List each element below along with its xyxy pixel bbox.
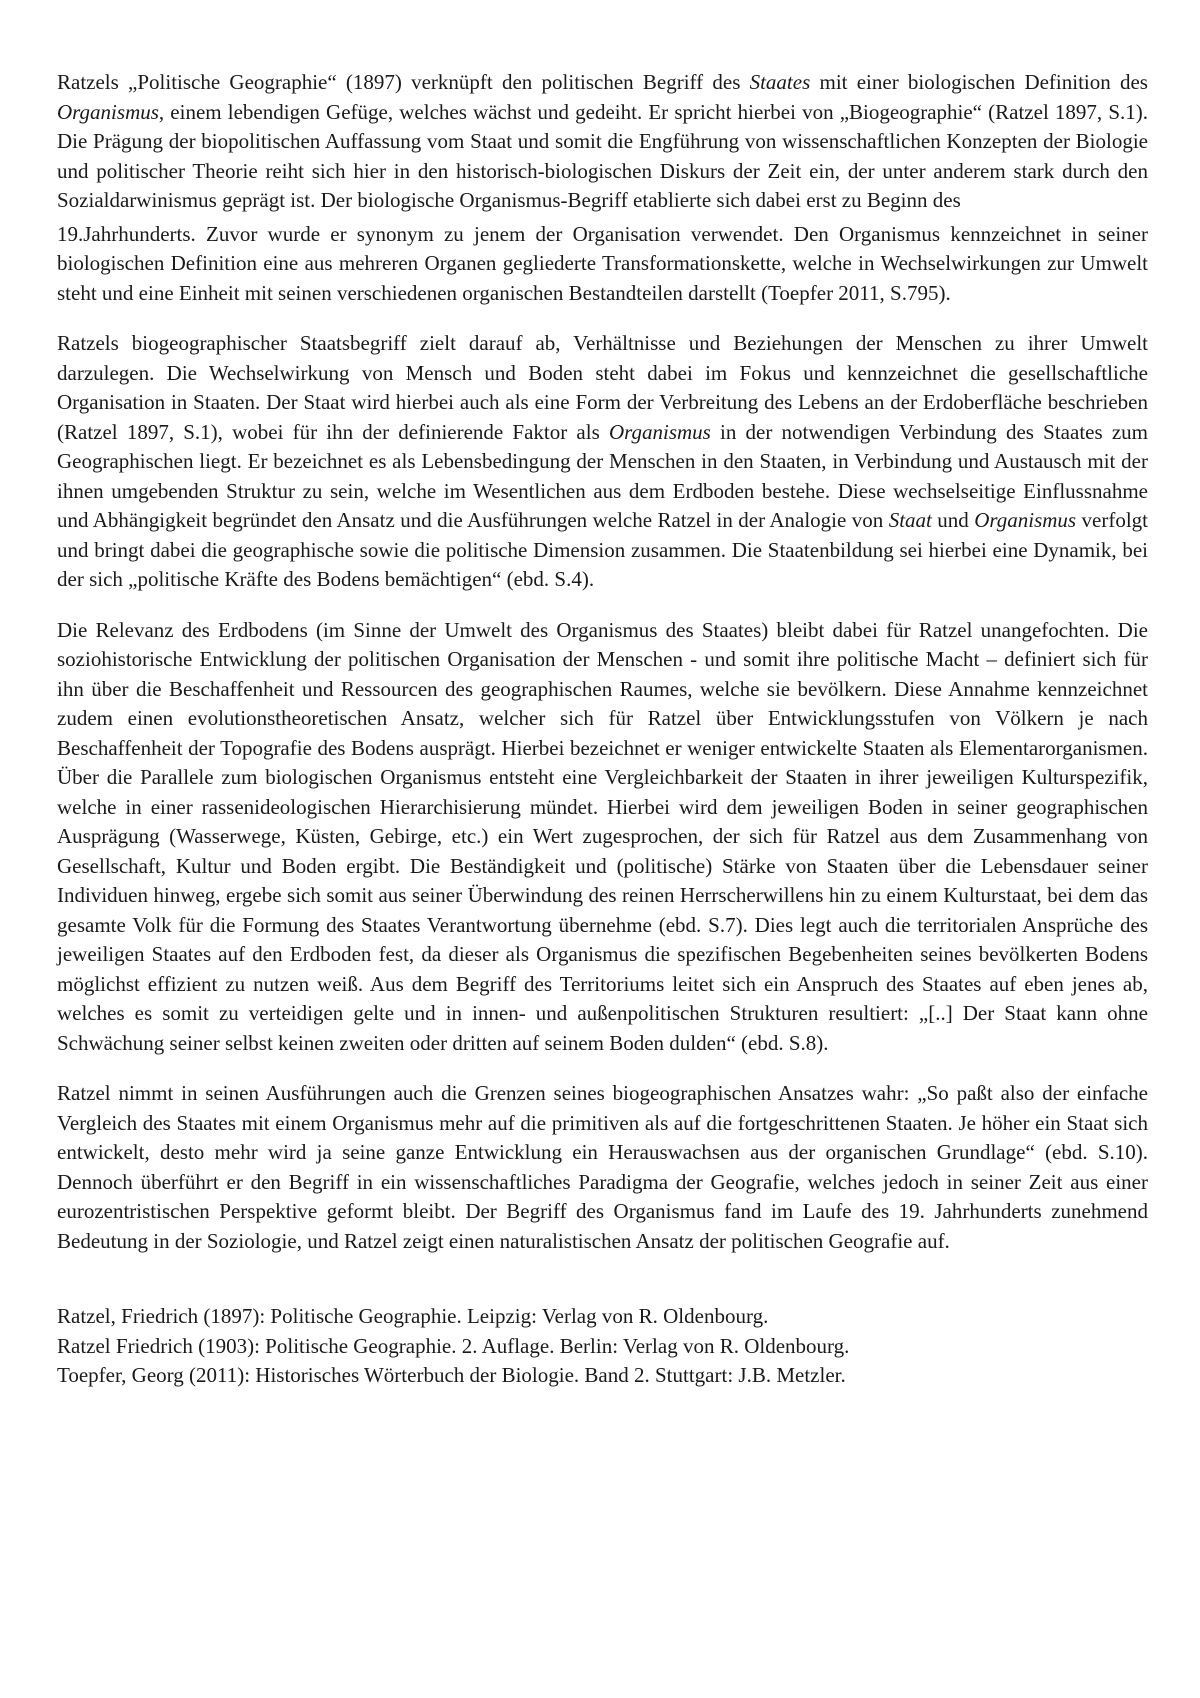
reference-item: Ratzel Friedrich (1903): Politische Geographie. 2. Auflage. Berlin: Verlag von R. Oldenbourg. <box>57 1333 850 1358</box>
reference-item: Ratzel, Friedrich (1897): Politische Geographie. Leipzig: Verlag von R. Oldenbourg. <box>57 1304 769 1328</box>
paragraph-2-text-g: verfolgt und bringt dabei die geographische sowie die politische Dimension zusammen. Die Staatenbildung sei hierbei eine Dynamik, bei der sich „politische Kräfte des Bodens bemächtigen“ (ebd. S.4). <box>57 508 1149 591</box>
paragraph-2-emphasis-organismus: Organismus <box>608 419 711 444</box>
paragraph-1-text-c: mit einer biologischen Definition des <box>810 70 1148 94</box>
paragraph-2-text-e: und <box>931 508 975 532</box>
paragraph-2-text-c: in der notwendigen Verbindung des Staates zum Geographischen liegt. Er bezeichnet es als Lebensbedingung der Menschen in den Staaten, in Verbindung und Austausch mit der ihnen umgebenden Struktur zu sein, welche im Wesentlichen aus dem Erdboden bestehe. Diese wechselseitige Einflussnahme und Abhängigkeit begründet den Ansatz und die Ausführungen welche Ratzel in der Analogie von <box>57 419 1148 532</box>
paragraph-2-text-a: Ratzels biogeographischer Staatsbegriff zielt darauf ab, Verhältnisse und Beziehungen der Menschen zu ihrer Umwelt darzulegen. Die Wechselwirkung von Mensch und Boden steht dabei im Fokus und kennzeichnet die gesellschaftliche Organisation in Staaten. Der Staat wird hierbei auch als eine Form der Verbreitung des Lebens an der Erdoberfläche beschrieben (Ratzel 1897, S.1), wobei für ihn der definierende Faktor als <box>57 331 1148 444</box>
paragraph-1-continuation: 19.Jahrhunderts. Zuvor wurde er synonym zu jenem der Organisation verwendet. Den Organismus kennzeichnet in seiner biologischen Definition eine aus mehreren Organen gegliederte Transformationskette, welche in Wechselwirkungen zur Umwelt steht und eine Einheit mit seinen verschiedenen organischen Bestandteilen darstellt (Toepfer 2011, S.795). <box>57 221 1148 305</box>
paragraph-1 <box>57 68 1148 216</box>
reference-list <box>57 1302 1148 1391</box>
paragraph-1-emphasis-organismus: Organismus <box>57 99 159 124</box>
paragraph-2-emphasis-organismus-2: Organismus <box>974 508 1077 532</box>
paragraph-3: Die Relevanz des Erdbodens (im Sinne der Umwelt des Organismus des Staates) bleibt dabei für Ratzel unangefochten. Die soziohistorische Entwicklung der politischen Organisation der Menschen - und somit ihre politische Macht – definiert sich für ihn über die Beschaffenheit und Ressourcen des geographischen Raumes, welche sie bevölkern. Diese Annahme kennzeichnet zudem einen evolutionstheoretischen Ansatz, welcher sich für Ratzel über Entwicklungsstufen von Völkern je nach Beschaffenheit der Topografie des Bodens ausprägt. Hierbei bezeichnet er weniger entwickelte Staaten als Elementarorganismen. Über die Parallele zum biologischen Organismus entsteht eine Vergleichbarkeit der Staaten in ihrer jeweiligen Kulturspezifik, welche in einer rassenideologischen Hierarchisierung mündet. Hierbei wird dem jeweiligen Boden in seiner geographischen Ausprägung (Wasserwege, Küsten, Gebirge, etc.) ein Wert zugesprochen, der sich für Ratzel aus dem Zusammenhang von Gesellschaft, Kultur und Boden ergibt. Die Beständigkeit und (politische) Stärke von Staaten über die Lebensdauer seiner Individuen hinweg, ergebe sich somit aus seiner Überwindung des reinen Herrscherwillens hin zu einem Kulturstaat, bei dem das gesamte Volk für die Formung des Staates Verantwortung übernehme (ebd. S.7). Dies legt auch die territorialen Ansprüche des jeweiligen Staates auf den Erdboden fest, da dieser als Organismus die spezifischen Begebenheiten seines bevölkerten Bodens möglichst effizient zu nutzen weiß. Aus dem Begriff des Territoriums leitet sich ein Anspruch des Staates auf eben jenes ab, welches es somit zu verteidigen gelte und in innen- und außenpolitischen Strukturen resultiert: „[..] Der Staat kann ohne Schwächung seiner selbst keinen zweiten oder dritten auf seinem Boden dulden“ (ebd. S.8). <box>57 617 1148 1055</box>
reference-item: Toepfer, Georg (2011): Historisches Wörterbuch der Biologie. Band 2. Stuttgart: J.B. Metzler. <box>57 1363 846 1387</box>
paragraph-1-emphasis-staates: Staates <box>749 70 811 94</box>
paragraph-4: Ratzel nimmt in seinen Ausführungen auch die Grenzen seines biogeographischen Ansatzes wahr: „So paßt also der einfache Vergleich des Staates mit einem Organismus mehr auf die primitiven als auf die fortgeschrittenen Staaten. Je höher ein Staat sich entwickelt, desto mehr wird ja seine ganze Entwicklung ein Herauswachsen aus der organischen Grundlage“ (ebd. S.10). Dennoch überführt er den Begriff in ein wissenschaftliches Paradigma der Geografie, welches jedoch in seiner Zeit aus einer eurozentristischen Perspektive geformt bleibt. Der Begriff des Organismus fand im Laufe des 19. Jahrhunderts zunehmend Bedeutung in der Soziologie, und Ratzel zeigt einen naturalistischen Ansatz der politischen Geografie auf. <box>57 1081 1148 1253</box>
paragraph-2-emphasis-staat: Staat <box>888 508 932 532</box>
paragraph-2 <box>57 329 1148 595</box>
paragraph-1-text-e: , einem lebendigen Gefüge, welches wächst und gedeiht. Er spricht hierbei von „Biogeographie“ (Ratzel 1897, S.1). Die Prägung der biopolitischen Auffassung vom Staat und somit die Engführung von wissenschaftlichen Konzepten der Biologie und politischer Theorie reiht sich hier in den historisch-biologischen Diskurs der Zeit ein, der unter anderem stark durch den Sozialdarwinismus geprägt ist. Der biologische Organismus-Begriff etablierte sich dabei erst zu Beginn des <box>57 99 1148 212</box>
paragraph-1-text-a: Ratzels „Politische Geographie“ (1897) verknüpft den politischen Begriff des <box>57 70 750 94</box>
document-page <box>57 68 1148 1391</box>
